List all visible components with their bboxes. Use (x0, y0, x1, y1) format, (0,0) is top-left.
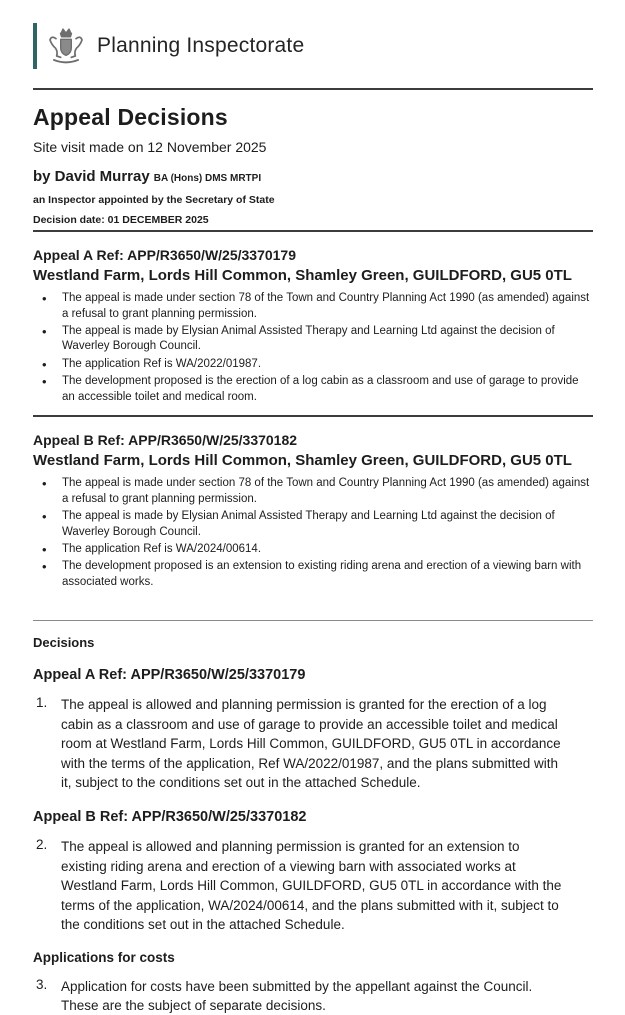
paragraph-number: 2. (36, 837, 48, 853)
paragraph-number: 3. (36, 976, 48, 992)
decision-a-paragraph (33, 695, 593, 792)
appeal-b-bullet: • The appeal is made under section 78 of the Town and Country Planning Act 1990 (as amended) against a refusal to grant planning permission. (33, 476, 593, 507)
org-name: Planning Inspectorate (97, 34, 305, 57)
appeal-b-bullet-list (33, 476, 593, 590)
header-divider (33, 88, 593, 90)
appeal-a-bullet: • The application Ref is WA/2022/01987. (33, 357, 593, 372)
appeal-b-bullet: • The application Ref is WA/2024/00614. (33, 542, 593, 557)
title-divider (33, 230, 593, 232)
appeal-b-ref-heading: Appeal B Ref: APP/R3650/W/25/3370182 (33, 432, 298, 449)
costs-section (33, 950, 593, 1015)
inspector-credentials: BA (Hons) DMS MRTPI (153, 173, 262, 184)
appeal-a-bullet: • The development proposed is the erection of a log cabin as a classroom and use of garage to provide an accessible toilet and medical room. (33, 374, 593, 405)
header-accent-bar (33, 23, 37, 69)
appeal-a-bullet-list (33, 291, 593, 405)
appeal-b-bullet: • The appeal is made by Elysian Animal Assisted Therapy and Learning Ltd against the decision of Waverley Borough Council. (33, 509, 593, 540)
appeal-b-summary (33, 432, 593, 590)
costs-paragraph (33, 977, 593, 1015)
appeal-b-divider (33, 620, 593, 621)
decision-b-text: The appeal is allowed and planning permission is granted for an extension to existing riding arena and erection of a viewing barn with associated works at Westland Farm, Lords Hill Common, GUILDFORD, GU5 0TL in accordance with the terms of the application, WA/2024/00614, and the plans submitted with it, subject to the conditions set out in the attached Schedule. (61, 839, 562, 933)
decision-a-ref-heading: Appeal A Ref: APP/R3650/W/25/3370179 (33, 667, 306, 684)
appeal-b-address: Westland Farm, Lords Hill Common, Shamley Green, GUILDFORD, GU5 0TL (33, 451, 572, 469)
inspector-line (33, 168, 593, 186)
decision-date-line: Decision date: 01 DECEMBER 2025 (33, 214, 209, 226)
appeal-a-bullet: • The appeal is made under section 78 of the Town and Country Planning Act 1990 (as amended) against a refusal to grant planning permission. (33, 291, 593, 322)
appeal-b-bullet: • The development proposed is an extension to existing riding arena and erection of a viewing barn with associated works. (33, 559, 593, 590)
inspector-name: by David Murray (33, 168, 150, 185)
site-visit-line: Site visit made on 12 November 2025 (33, 139, 267, 155)
decision-b-ref-heading: Appeal B Ref: APP/R3650/W/25/3370182 (33, 809, 307, 826)
document-header (33, 22, 593, 70)
inspector-role-line: an Inspector appointed by the Secretary of State (33, 194, 275, 206)
costs-text: Application for costs have been submitted by the appellant against the Council. These are the subject of separate decisions. (61, 978, 533, 1013)
appeal-a-ref-heading: Appeal A Ref: APP/R3650/W/25/3370179 (33, 247, 297, 263)
decisions-section (33, 635, 593, 934)
paragraph-number: 1. (36, 695, 48, 711)
appeal-a-summary (33, 247, 593, 405)
appeal-a-address: Westland Farm, Lords Hill Common, Shamley Green, GUILDFORD, GU5 0TL (33, 266, 572, 284)
decisions-heading: Decisions (33, 635, 95, 651)
royal-crest-icon (46, 24, 86, 68)
page-title: Appeal Decisions (33, 104, 228, 130)
appeal-a-divider (33, 415, 593, 417)
appeal-a-bullet: • The appeal is made by Elysian Animal Assisted Therapy and Learning Ltd against the decision of Waverley Borough Council. (33, 324, 593, 355)
decision-a-text: The appeal is allowed and planning permission is granted for the erection of a log cabin as a classroom and use of garage to provide an accessible toilet and medical room at Westland Farm, Lords Hill Common, GUILDFORD, GU5 0TL in accordance with the terms of the application, Ref WA/2022/01987, and the plans submitted with it, subject to the conditions set out in the attached Schedule. (61, 697, 561, 790)
costs-heading: Applications for costs (33, 949, 175, 965)
